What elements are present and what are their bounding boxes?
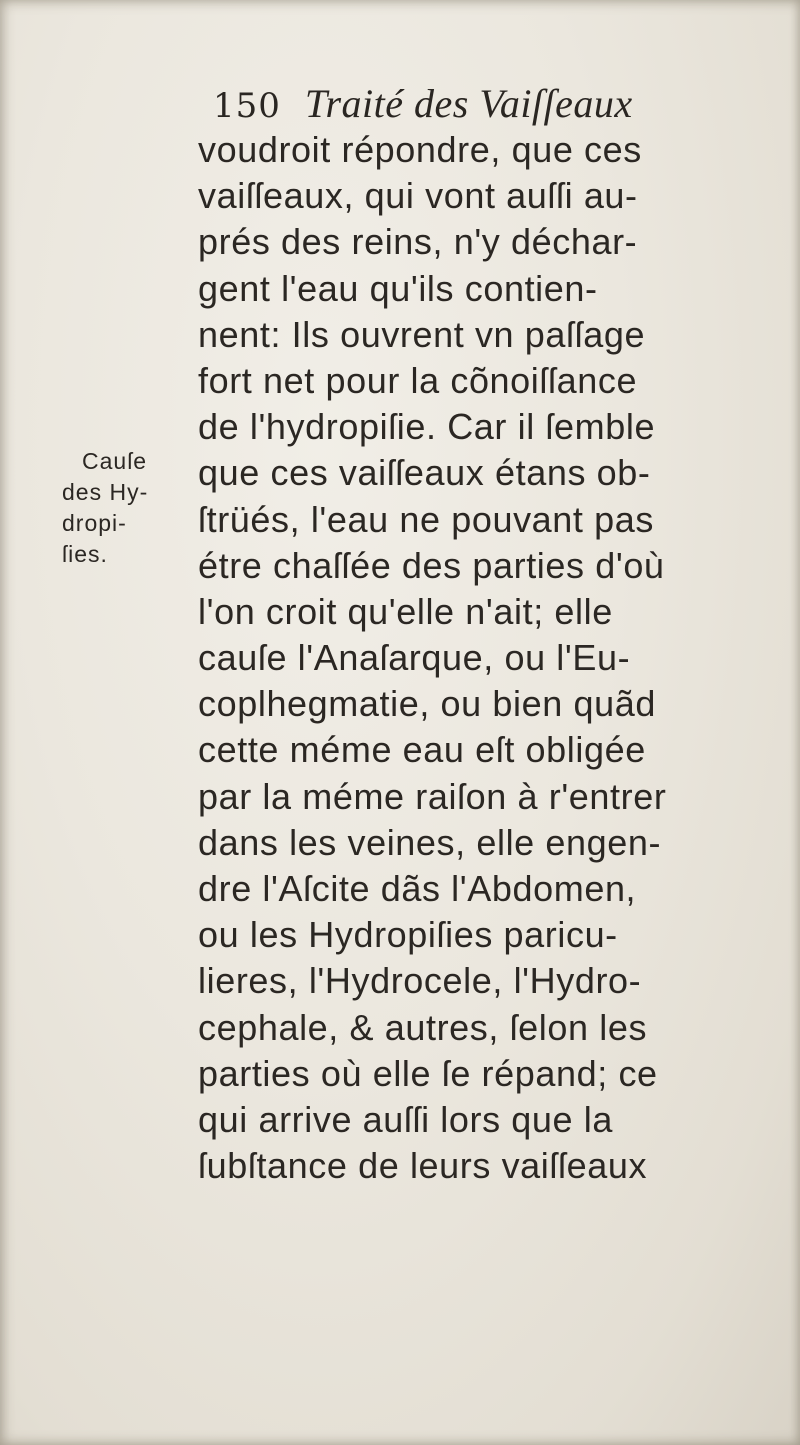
text-line: lieres, l'Hydrocele, l'Hydro-: [198, 960, 642, 1002]
text-line: cette méme eau eſt obligée: [198, 729, 646, 771]
text-line: gent l'eau qu'ils contien-: [198, 267, 598, 309]
text-line: parties où elle ſe répand; ce: [198, 1052, 658, 1094]
marginal-note-line: des Hy-: [62, 479, 149, 505]
text-line: ſtrüés, l'eau ne pouvant pas: [198, 498, 654, 540]
text-line: de l'hydropiſie. Car il ſemble: [198, 406, 656, 448]
marginal-note-line: Cauſe: [82, 448, 148, 474]
text-line: l'on croit qu'elle n'ait; elle: [198, 590, 613, 632]
text-line: étre chaſſée des parties d'où: [198, 544, 665, 586]
text-line: nent: Ils ouvrent vn paſſage: [198, 313, 646, 355]
text-line: que ces vaiſſeaux étans ob-: [198, 452, 651, 494]
text-line: prés des reins, n'y déchar-: [198, 221, 638, 263]
marginal-note-line: ſies.: [62, 541, 108, 567]
text-line: ou les Hydropiſies paricu-: [198, 914, 618, 956]
text-line: voudroit répondre, que ces: [198, 129, 642, 170]
text-line: qui arrive auſſi lors que la: [198, 1098, 613, 1140]
text-line: dre l'Aſcite dãs l'Abdomen,: [198, 868, 637, 909]
marginal-note: [62, 446, 182, 570]
text-line: ſubſtance de leurs vaiſſeaux: [198, 1145, 648, 1187]
marginal-note-line: dropi-: [62, 510, 127, 536]
text-line: vaiſſeaux, qui vont auſſi au-: [198, 175, 638, 217]
text-line: cauſe l'Anaſarque, ou l'Eu-: [198, 637, 631, 679]
text-line: par la méme raiſon à r'entrer: [198, 775, 667, 817]
text-line: coplhegmatie, ou bien quãd: [198, 683, 656, 725]
page-number: 150: [213, 86, 281, 126]
text-line: fort net pour la cõnoiſſance: [198, 359, 638, 401]
text-line: dans les veines, elle engen-: [198, 821, 662, 863]
text-line: cephale, & autres, ſelon les: [198, 1006, 648, 1048]
running-head: [213, 80, 633, 132]
running-title: Traité des Vaiſſeaux: [304, 81, 633, 126]
body-text: [198, 127, 773, 1189]
